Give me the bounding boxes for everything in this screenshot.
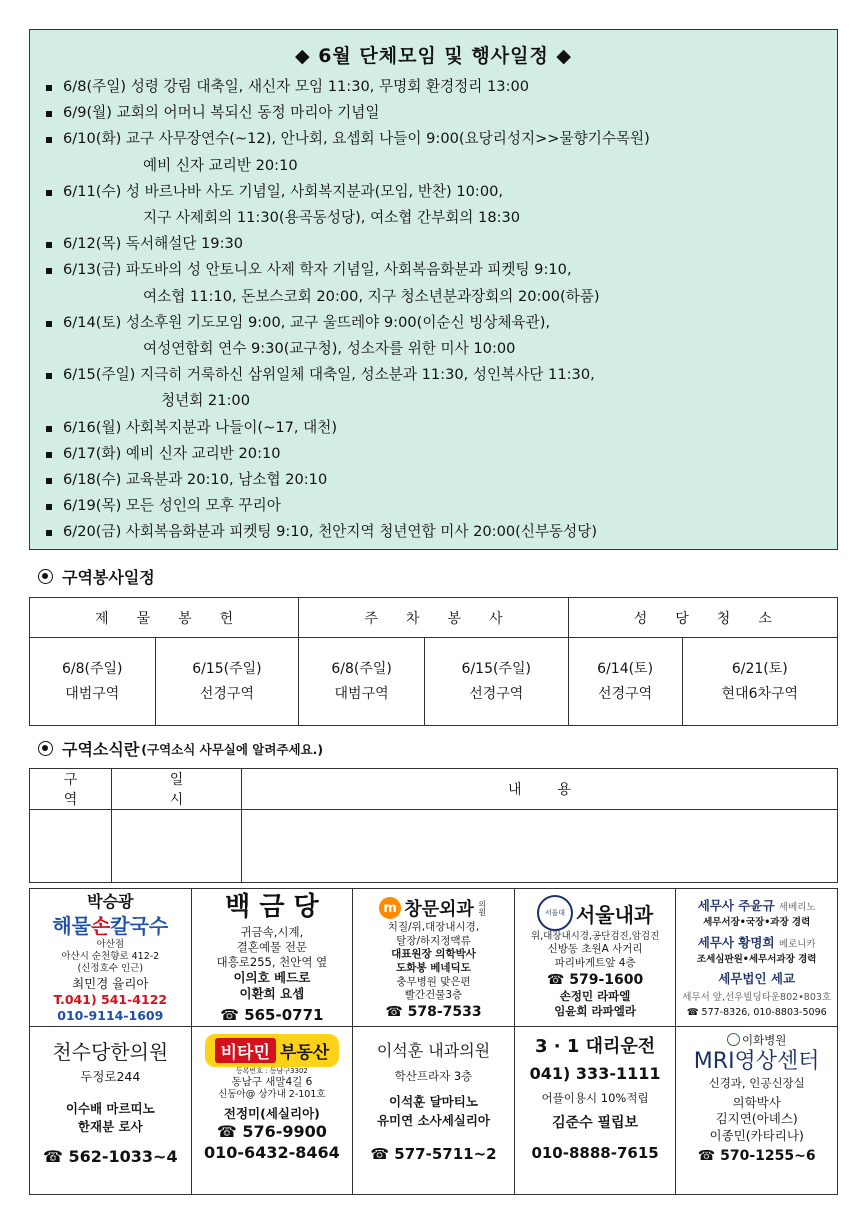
target-bullet-icon bbox=[38, 741, 53, 756]
events-list bbox=[30, 74, 837, 546]
ad-tax-office: 세무사 주윤규 세베리노 세무서장•국장•과장 경력 세무사 황명희 베로니카 조세심판원•세무서과장 경력 세무법인 세교 세무서 앞,선우빌딩타운802•803호 ☎ 577-8326, 010-8803-5096 bbox=[676, 889, 838, 1027]
square-bullet-icon bbox=[46, 137, 52, 143]
service-heading bbox=[38, 565, 155, 588]
event-text: 6/13(금) 파도바의 성 안토니오 사제 학자 기념일, 사회복음화분과 피켓팅 9:10, bbox=[63, 261, 572, 279]
news-col-datetime: 일시 bbox=[112, 769, 242, 810]
event-text-continued: 예비 신자 교리반 20:10 bbox=[143, 156, 298, 174]
square-bullet-icon bbox=[46, 426, 52, 432]
ads-grid bbox=[29, 888, 838, 1195]
ewha-hospital-icon bbox=[727, 1033, 740, 1046]
event-item bbox=[30, 441, 837, 467]
event-item bbox=[30, 179, 837, 231]
square-bullet-icon bbox=[46, 452, 52, 458]
news-cell-content bbox=[242, 810, 838, 883]
target-bullet-icon bbox=[38, 569, 53, 584]
news-heading-text: 구역소식란 bbox=[62, 740, 140, 759]
service-cell: 6/8(주일) 대범구역 bbox=[30, 638, 156, 726]
event-item bbox=[30, 362, 837, 414]
service-cell: 6/15(주일) 선경구역 bbox=[424, 638, 568, 726]
event-text: 6/20(금) 사회복음화분과 피켓팅 9:10, 천안지역 청년연합 미사 20:00(신부동성당) bbox=[63, 523, 598, 541]
event-item bbox=[30, 467, 837, 493]
event-item bbox=[30, 126, 837, 178]
event-text: 6/8(주일) 성령 강림 대축일, 새신자 모임 11:30, 무명회 환경정리 13:00 bbox=[63, 78, 530, 95]
square-bullet-icon bbox=[46, 190, 52, 196]
news-heading bbox=[38, 737, 323, 760]
event-item bbox=[30, 415, 837, 441]
ad-lee-clinic: 이석훈 내과의원 학산프라자 3층 이석훈 달마티노 유미연 소사세실리아 ☎ 577-5711~2 bbox=[353, 1026, 515, 1194]
service-cell: 6/21(토) 현대6차구역 bbox=[682, 638, 837, 726]
ad-kalguksu: 박승광 해물손칼국수 아산점 아산시 순천향로 412-2 (신정호수 인근) 최민경 율리아 T.041) 541-4122 010-9114-1609 bbox=[30, 889, 192, 1027]
square-bullet-icon bbox=[46, 478, 52, 484]
news-cell-area bbox=[30, 810, 112, 883]
event-text: 6/11(수) 성 바르나바 사도 기념일, 사회복지분과(모임, 반찬) 10:00, bbox=[63, 182, 504, 200]
news-subheading: (구역소식 사무실에 알려주세요.) bbox=[141, 741, 324, 757]
square-bullet-icon bbox=[46, 85, 52, 91]
event-item bbox=[30, 310, 837, 362]
event-item bbox=[30, 257, 837, 309]
news-cell-datetime bbox=[112, 810, 242, 883]
service-table bbox=[29, 597, 838, 726]
square-bullet-icon bbox=[46, 504, 52, 510]
ad-driving-service: 3 · 1 대리운전 041) 333-1111 어플이용시 10%적립 김준수 필립보 010-8888-7615 bbox=[514, 1026, 676, 1194]
news-col-area: 구역 bbox=[30, 769, 112, 810]
event-item bbox=[30, 231, 837, 257]
square-bullet-icon bbox=[46, 268, 52, 274]
event-item bbox=[30, 100, 837, 126]
event-text: 6/12(목) 독서해설단 19:30 bbox=[63, 235, 244, 253]
ad-changmun-surgery: m 창문외과 의원 치질/위,대장내시경, 탈장/하지정맥류 대표원장 의학박사 도화봉 베네딕도 충무병원 맞은편 빨간건물3층 ☎ 578-7533 bbox=[353, 889, 515, 1027]
event-text: 6/14(토) 성소후원 기도모임 9:00, 교구 울뜨레야 9:00(이순신 빙상체육관), bbox=[63, 313, 551, 331]
service-cell: 6/15(주일) 선경구역 bbox=[155, 638, 299, 726]
square-bullet-icon bbox=[46, 111, 52, 117]
events-box bbox=[29, 29, 838, 550]
seoul-logo: 서울대 서울내과 bbox=[537, 895, 653, 931]
news-col-content: 내용 bbox=[242, 769, 838, 810]
ad-vitamin-realty: 비타민 부동산 등록번호 : 동남구3302 동남구 새말4길 6 신동아@ 상가내 2-101호 전정미(세실리아) ☎ 576-9900 010-6432-8464 bbox=[191, 1026, 353, 1194]
square-bullet-icon bbox=[46, 321, 52, 327]
ad-baekgeumdang: 백 금 당 귀금속,시계, 결혼예물 전문 대흥로255, 천안역 옆 이의호 베드로 이환희 요셉 ☎ 565-0771 bbox=[191, 889, 353, 1027]
event-text: 6/15(주일) 지극히 거룩하신 삼위일체 대축일, 성소분과 11:30, 성인복사단 11:30, bbox=[63, 366, 595, 384]
square-bullet-icon bbox=[46, 373, 52, 379]
event-text-continued: 여성연합회 연수 9:30(교구청), 성소자를 위한 미사 10:00 bbox=[143, 340, 516, 358]
event-text: 6/9(월) 교회의 어머니 복되신 동정 마리아 기념일 bbox=[63, 104, 380, 122]
event-item bbox=[30, 74, 837, 100]
event-text-continued: 청년회 21:00 bbox=[161, 392, 250, 410]
events-title: ◆ 6월 단체모임 및 행사일정 ◆ bbox=[294, 45, 573, 67]
event-text: 6/18(수) 교육분과 20:10, 남소협 20:10 bbox=[63, 471, 328, 489]
ad-mri-center: 이화병원 MRI영상센터 신경과, 인공신장실 의학박사 김지연(아녜스) 이종민(카타리나) ☎ 570-1255~6 bbox=[676, 1026, 838, 1194]
service-group-parking: 주차봉사 bbox=[299, 598, 568, 638]
university-seal-icon: 서울대 bbox=[537, 895, 573, 931]
event-item bbox=[30, 519, 837, 545]
service-group-offering: 제물봉헌 bbox=[30, 598, 299, 638]
event-text: 6/16(월) 사회복지분과 나들이(~17, 대천) bbox=[63, 418, 338, 436]
event-text: 6/10(화) 교구 사무장연수(~12), 안나회, 요셉회 나들이 9:00(요당리성지>>물향기수목원) bbox=[63, 130, 650, 148]
vitamin-logo: 비타민 부동산 bbox=[205, 1034, 340, 1067]
event-text: 6/17(화) 예비 신자 교리반 20:10 bbox=[63, 444, 281, 462]
event-item bbox=[30, 493, 837, 519]
square-bullet-icon bbox=[46, 242, 52, 248]
m-logo-icon: m bbox=[379, 897, 401, 919]
event-text-continued: 지구 사제회의 11:30(용곡동성당), 여소협 간부회의 18:30 bbox=[143, 209, 521, 227]
event-text-continued: 여소협 11:10, 돈보스코회 20:00, 지구 청소년분과장회의 20:00(하품) bbox=[143, 287, 600, 305]
ad-cheonsudang: 천수당한의원 두정로244 이수배 마르띠노 한재분 로사 ☎ 562-1033~4 bbox=[30, 1026, 192, 1194]
service-cell: 6/8(주일) 대범구역 bbox=[299, 638, 425, 726]
service-cell: 6/14(토) 선경구역 bbox=[568, 638, 682, 726]
square-bullet-icon bbox=[46, 530, 52, 536]
service-group-cleaning: 성당청소 bbox=[568, 598, 837, 638]
service-heading-text: 구역봉사일정 bbox=[62, 568, 155, 587]
news-table bbox=[29, 768, 838, 883]
changmun-logo: m 창문외과 의원 bbox=[379, 895, 488, 921]
ad-seoul-clinic: 서울대 서울내과 위,대장내시경,공단검진,암검진 신방동 초원A 사거리 파리바게트앞 4층 ☎ 579-1600 손정민 라파엘 임윤희 라파엘라 bbox=[514, 889, 676, 1027]
event-text: 6/19(목) 모든 성인의 모후 꾸리아 bbox=[63, 497, 281, 515]
